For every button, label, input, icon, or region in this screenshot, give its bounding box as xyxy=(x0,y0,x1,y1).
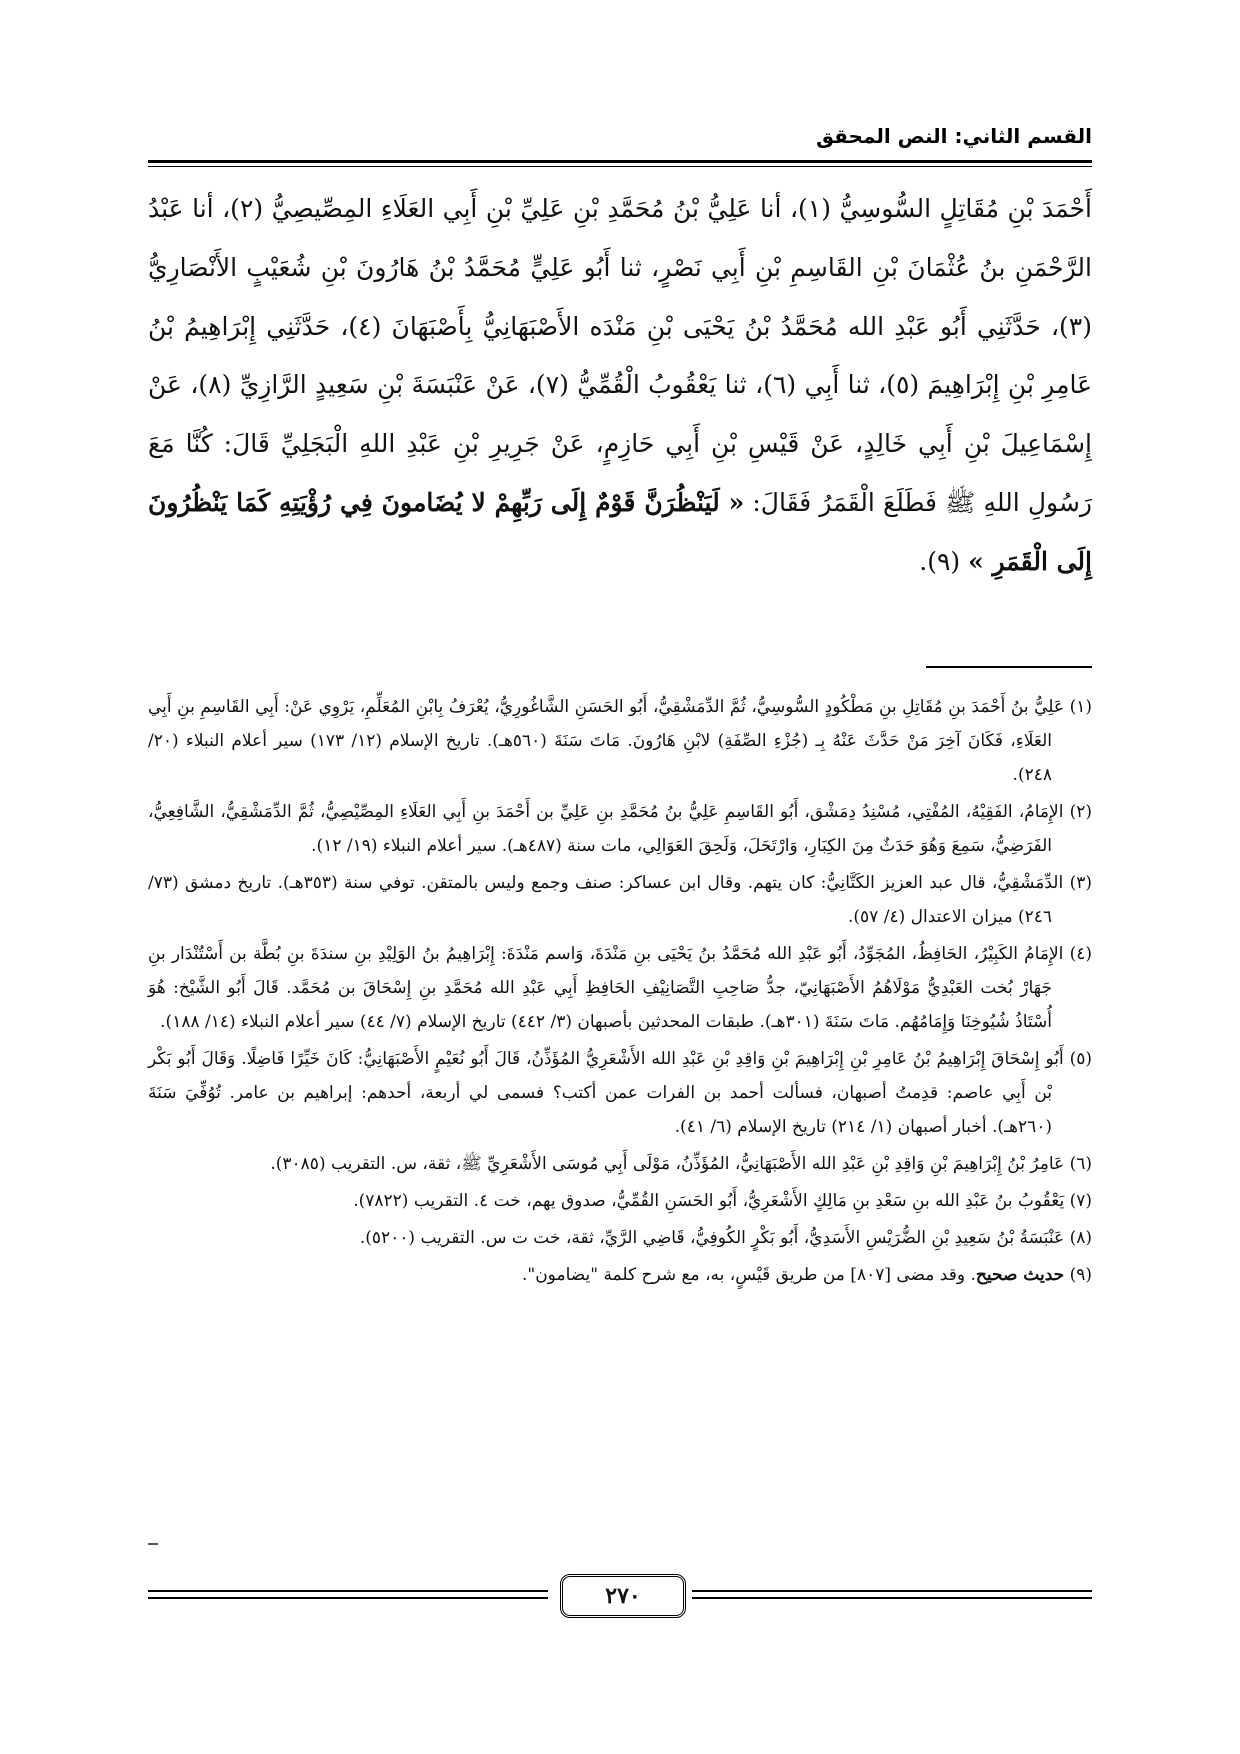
main-text xyxy=(148,180,1092,592)
main-text-end: (٩). xyxy=(919,546,969,576)
footer-rule-left-bottom xyxy=(148,1597,548,1599)
footnote-1 xyxy=(148,690,1092,792)
hadith-text: « لَيَنْظُرَنَّ قَوْمٌ إِلَى رَبِّهِمْ لا يُضَامونَ فِي رُؤْيَتِهِ كَمَا يَنْظُرُونَ إِلَى الْقَمَرِ » xyxy=(148,487,1092,576)
footnote-verdict: حديث صحيح xyxy=(975,1265,1065,1285)
footnote-number: (٥) xyxy=(1069,1049,1093,1069)
footnote-separator xyxy=(926,666,1092,668)
footnote-8 xyxy=(148,1221,1092,1255)
footnote-text: يَعْقُوبُ بنُ عَبْدِ الله بنِ سَعْدِ بنِ مَالِكٍ الأَشْعَرِيُّ، أَبُو الحَسَنِ القُمِّيُّ، صدوق يهم، خت ٤. التقريب (٧٨٢٢). xyxy=(353,1191,1065,1211)
footnote-6 xyxy=(148,1147,1092,1181)
footnote-text: الإِمَامُ الكَبِيْرُ، الحَافِظُ، المُجَوِّدُ، أَبُو عَبْدِ الله مُحَمَّدُ بنُ يَحْيَى بنِ مَنْدَةَ، وَاسم مَنْدَةَ: إِبْرَاهِيمُ بنُ الوَلِيْدِ بنِ سندَةَ بنِ بُطَّة بن أَسْتُنْدَار بنِ جَهَارْ بُخت العَبْدِيُّ مَوْلَاهُمُ الأَصْبَهَانِيّ، جدُّ صَاحِبِ التَّصَانِيْفِ الحَافِظِ أَبِي عَبْدِ الله مُحَمَّدِ بنِ إِسْحَاقَ بن مُحَمَّد. قَالَ أَبُو الشَّيْخ: هُوَ أُسْتَاذُ شُيُوخِنَا وَإِمَامُهُم. مَاتَ سَنَةَ (٣٠١هـ). طبقات المحدثين بأصبهان (٣/ ٤٤٢) تاريخ الإسلام (٧/ ٤٤) سير أعلام النبلاء (١٤/ ١٨٨). xyxy=(148,944,1064,1032)
footnote-number: (٣) xyxy=(1069,873,1093,893)
footnote-text: عَامِرُ بْنُ إِبْرَاهِيمَ بْنِ وَاقِدِ بْنِ عَبْدِ الله الأَصْبَهَانِيُّ، المُؤَذِّنُ، مَوْلَى أَبِي مُوسَى الأَشْعَرِيِّ ﷺ، ثقة، س. التقريب (٣٠٨٥). xyxy=(270,1154,1065,1174)
footnote-text: الدِّمَشْقِيُّ، قال عبد العزيز الكَتَّانِيُّ: كان يتهم. وقال ابن عساكر: صنف وجمع وليس بالمتقن. توفي سنة (٣٥٣هـ). تاريخ دمشق (٧٣/ ٢٤٦) ميزان الاعتدال (٤/ ٥٧). xyxy=(148,873,1064,927)
footnote-text: . وقد مضى [٨٠٧] من طريق قَيْسٍ، به، مع شرح كلمة "يضامون". xyxy=(521,1265,976,1285)
footnote-text: الإِمَامُ، الفَقِيْهُ، المُفْتِي، مُسْنِدُ دِمَشْق، أَبُو القَاسِمِ عَلِيُّ بنُ مُحَمَّدِ بنِ عَلِيِّ بن أَحْمَدَ بنِ أَبِي العَلَاءِ المِصِّيْصِيُّ، ثُمَّ الدِّمَشْقِيُّ، الشَّافِعِيُّ، الفَرَضِيُّ، سَمِعَ وَهُوَ حَدَثٌ مِنَ الكِبَارِ، وَارْتَحَلَ، وَلَحِقَ العَوَالِي، مات سنة (٤٨٧هـ). سير أعلام النبلاء (١٩/ ١٢). xyxy=(148,802,1064,856)
footnote-number: (٤) xyxy=(1069,944,1092,964)
footnote-number: (٩) xyxy=(1069,1265,1092,1285)
footnote-2 xyxy=(148,795,1092,863)
footnote-number: (٧) xyxy=(1069,1191,1092,1211)
footer-rule-left-top xyxy=(148,1590,548,1592)
footnote-3 xyxy=(148,866,1092,934)
footnote-text: أَبُو إِسْحَاقَ إِبْرَاهِيمُ بْنُ عَامِرِ بْنِ إِبْرَاهِيمَ بْنِ وَاقِدِ بْنِ عَبْدِ الله الأَشْعَرِيُّ المُؤَذِّنُ، قَالَ أَبُو نُعَيْمٍ الأَصْبَهَانِيُّ: كَانَ خَيِّرًا فَاضِلًا. وَقَالَ أَبُو بَكْر بْن أَبِي عاصم: قدِمتُ أصبهان، فسألت أحمد بن الفرات عمن أكتب؟ فسمى لي أربعة، أحدهم: إبراهيم بن عامر. تُوُفِّيَ سَنَةَ (٢٦٠هـ). أخبار أصبهان (١/ ٢١٤) تاريخ الإسلام (٦/ ٤١). xyxy=(148,1049,1064,1137)
footnote-text: عَلِيُّ بنُ أَحْمَدَ بنِ مُقَاتِلِ بنِ مَطْكُودٍ السُّوسِيُّ، ثُمَّ الدِّمَشْقِيُّ، أَبُو الحَسَنِ الشَّاغُورِيُّ، يُعْرَفُ بِابْنِ المُعَلِّمِ، يَرْوِي عَنْ: أَبِي القَاسِمِ بنِ أَبِي العَلَاءِ، فَكَانَ آخِرَ مَنْ حَدَّثَ عَنْهُ بِـ (جُزْءِ الصِّفَةِ) لابْنِ هَارُونَ. مَاتَ سَنَةَ (٥٦٠هـ). تاريخ الإسلام (١٢/ ١٧٣) سير أعلام النبلاء (٢٠/ ٢٤٨). xyxy=(148,697,1065,785)
footnote-number: (٨) xyxy=(1069,1228,1092,1248)
header-rule-thick xyxy=(148,160,1092,163)
footnote-number: (١) xyxy=(1069,697,1092,717)
footnote-7 xyxy=(148,1184,1092,1218)
footnote-9 xyxy=(148,1258,1092,1292)
main-text-body: أَحْمَدَ بْنِ مُقَاتِلٍ السُّوسِيُّ (١)، أنا عَلِيُّ بْنُ مُحَمَّدِ بْنِ عَلِيِّ بْنِ أَبِي العَلَاءِ المِصِّيصِيُّ (٢)، أنا عَبْدُ الرَّحْمَنِ بنُ عُثْمَانَ بْنِ القَاسِمِ بْنِ أَبِي نَصْرٍ، ثنا أَبُو عَلِيٍّ مُحَمَّدُ بْنُ هَارُونَ بْنِ شُعَيْبٍ الأَنْصَارِيُّ (٣)، حَدَّثَنِي أَبُو عَبْدِ الله مُحَمَّدُ بْنُ يَحْيَى بْنِ مَنْدَه الأَصْبَهَانِيُّ بِأَصْبَهَانَ (٤)، حَدَّثَنِي إِبْرَاهِيمُ بْنُ عَامِرِ بْنِ إِبْرَاهِيمَ (٥)، ثنا أَبِي (٦)، ثنا يَعْقُوبُ الْقُمِّيُّ (٧)، عَنْ عَنْبَسَةَ بْنِ سَعِيدٍ الرَّازِيِّ (٨)، عَنْ إِسْمَاعِيلَ بْنِ أَبِي خَالِدٍ، عَنْ قَيْسِ بْنِ أَبِي حَازِمٍ، عَنْ جَرِيرِ بْنِ عَبْدِ اللهِ الْبَجَلِيِّ قَالَ: كُنَّا مَعَ رَسُولِ اللهِ ﷺ فَطَلَعَ الْقَمَرُ فَقَالَ: xyxy=(148,194,1093,517)
running-head: القسم الثاني: النص المحقق xyxy=(816,124,1092,148)
footnote-number: (٦) xyxy=(1069,1154,1092,1174)
footnote-text: عَنْبَسَةُ بْنُ سَعِيدِ بْنِ الضُّرَيْسِ الأَسَدِيُّ، أَبُو بَكْرٍ الكُوفِيُّ، قَاضِي الرَّيِّ، ثقة، خت ت س. التقريب (٥٢٠٠). xyxy=(359,1228,1065,1248)
footer-rule-right-top xyxy=(692,1590,1092,1592)
footer-rule-right-bottom xyxy=(692,1597,1092,1599)
header-rule-thin xyxy=(148,166,1092,167)
dash-mark xyxy=(148,1543,158,1545)
page-number: ٢٧٠ xyxy=(560,1574,686,1618)
footnotes-list xyxy=(148,690,1092,1295)
footnote-number: (٢) xyxy=(1069,802,1093,822)
footnote-5 xyxy=(148,1042,1092,1144)
footnote-4 xyxy=(148,937,1092,1039)
